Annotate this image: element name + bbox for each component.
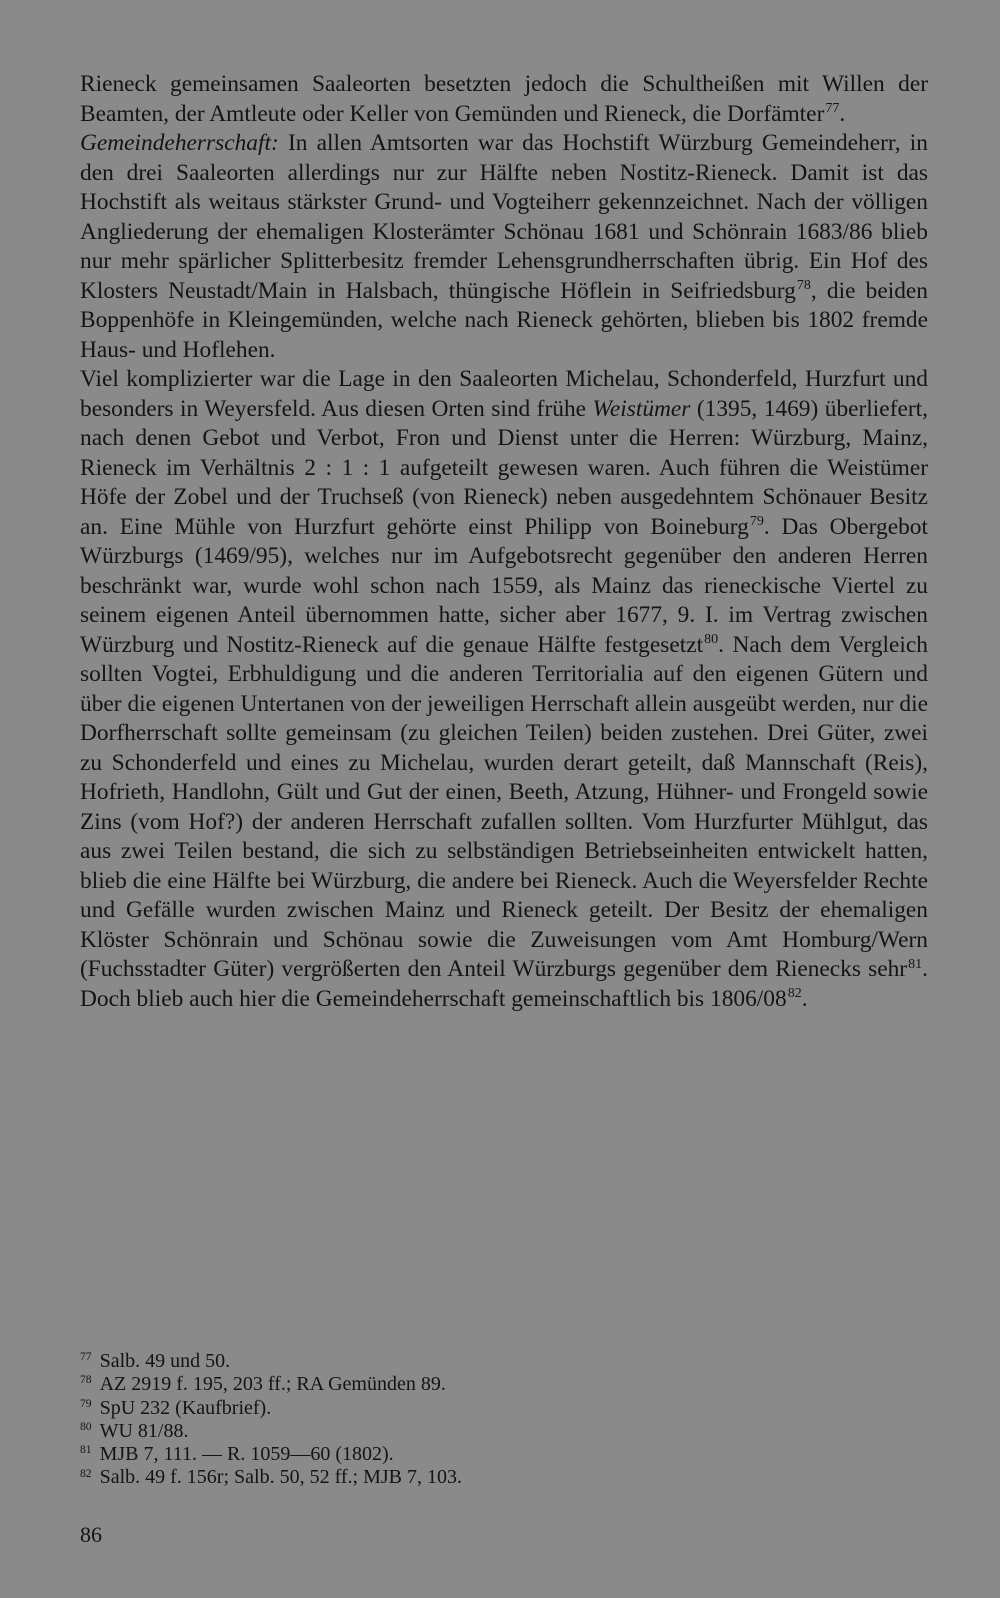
footnote-number: 78	[80, 1373, 92, 1387]
document-page	[80, 70, 928, 1570]
footnote-text: WU 81/88.	[99, 1419, 189, 1442]
text-run: (1395, 1469) überliefert, nach denen Gebot und Verbot, Fron und Dienst unter die Herren: Würzburg, Mainz, Rieneck im Verhältnis 2 : 1 : 1 aufgeteilt gewesen waren. Auch führen die Weistümer Höfe der Zobel und der Truchseß (von Rieneck) neben ausgedehntem Schönauer Besitz an. Eine Mühle von Hurzfurt gehörte einst Philipp von Boineburg	[80, 395, 928, 540]
footnote	[80, 1397, 928, 1420]
text-run: Viel komplizierter war die Lage in den Saaleorten Michelau, Schonderfeld, Hurzfurt und besonders in Weyersfeld. Aus diesen Orten sind frühe	[80, 366, 928, 422]
footnote	[80, 1373, 928, 1396]
text-run: .	[801, 985, 808, 1012]
footnotes	[80, 1350, 928, 1490]
text-run: . Doch blieb auch hier die Gemeindeherrschaft gemeinschaftlich bis 1806/08	[80, 956, 928, 1012]
footnote-reference: 78	[796, 277, 811, 294]
text-run: In allen Amtsorten war das Hochstift Würzburg Gemeindeherr, in den drei Saaleorten allerdings nur zur Hälfte neben Nostitz-Rieneck. Damit ist das Hochstift als weitaus stärkster Grund- und Vogteiherr gekennzeichnet. Nach der völligen Angliederung der ehemaligen Klosterämter Schönau 1681 und Schönrain 1683/86 blieb nur mehr spärlicher Splitterbesitz fremder Lehensgrundherrschaften übrig. Ein Hof des Klosters Neustadt/Main in Halsbach, thüngische Höflein in Seifriedsburg	[80, 130, 928, 304]
footnote-number: 77	[80, 1350, 92, 1364]
footnote	[80, 1350, 928, 1373]
footnote-reference: 80	[704, 631, 719, 648]
text-run: , die beiden Boppenhöfe in Kleingemünden, welche nach Rieneck gehörten, blieben bis 1802 fremde Haus- und Hoflehen.	[80, 277, 928, 363]
emphasized-text: Weistümer	[592, 395, 691, 422]
footnote-text: AZ 2919 f. 195, 203 ff.; RA Gemünden 89.	[99, 1373, 446, 1396]
text-run: .	[839, 100, 846, 127]
footnote-reference: 79	[749, 513, 764, 530]
footnote-number: 79	[80, 1396, 92, 1410]
text-run: . Nach dem Vergleich sollten Vogtei, Erbhuldigung und die anderen Territorialia auf den eigenen Gütern und über die eigenen Untertanen von der jeweiligen Herrschaft allein ausgeübt werden, nur die Dorfherrschaft sollte gemeinsam (zu gleichen Teilen) beiden zustehen. Drei Güter, zwei zu Schonderfeld und eines zu Michelau, wurden derart geteilt, daß Mannschaft (Reis), Hofrieth, Handlohn, Gült und Gut der einen, Beeth, Atzung, Hühner- und Frongeld sowie Zins (vom Hof?) der anderen Herrschaft zufallen sollten. Vom Hurzfurter Mühlgut, das aus zwei Teilen bestand, die sich zu selbständigen Betriebseinheiten entwickelt hatten, blieb die eine Hälfte bei Würzburg, die andere bei Rieneck. Auch die Weyersfelder Rechte und Gefälle wurden zwischen Mainz und Rieneck geteilt. Der Besitz der ehemaligen Klöster Schönrain und Schönau sowie die Zuweisungen vom Amt Homburg/Wern (Fuchsstadter Güter) vergrößerten den Anteil Würzburgs gegenüber dem Rienecks sehr	[80, 631, 928, 982]
body-text	[80, 70, 928, 1014]
footnote-reference: 82	[787, 985, 802, 1002]
page-number: 86	[80, 1522, 102, 1547]
footnote-text: MJB 7, 111. — R. 1059—60 (1802).	[99, 1443, 394, 1466]
footnote-number: 82	[80, 1466, 92, 1480]
paragraph	[80, 70, 928, 129]
footnote	[80, 1466, 928, 1489]
footnote-number: 81	[80, 1443, 92, 1457]
footnote	[80, 1443, 928, 1466]
footnote-reference: 81	[908, 955, 923, 972]
footnote-reference: 77	[825, 100, 840, 117]
footnote-number: 80	[80, 1419, 92, 1433]
footnote-text: Salb. 49 und 50.	[99, 1350, 231, 1372]
paragraph	[80, 365, 928, 1014]
emphasized-text: Gemeindeherrschaft:	[80, 130, 279, 156]
text-run: . Das Obergebot Würzburgs (1469/95), welches nur im Aufgebotsrecht gegenüber den anderen Herren beschränkt war, wurde wohl schon nach 1559, als Mainz das rieneckische Viertel zu seinem eigenen Anteil übernommen hatte, sicher aber 1677, 9. I. im Vertrag zwischen Würzburg und Nostitz-Rieneck auf die genaue Hälfte festgesetzt	[80, 513, 928, 658]
footnote-text: SpU 232 (Kaufbrief).	[99, 1396, 272, 1419]
text-run: Rieneck gemeinsamen Saaleorten besetzten jedoch die Schultheißen mit Willen der Beamten, der Amtleute oder Keller von Gemünden und Rieneck, die Dorfämter	[80, 71, 928, 127]
paragraph	[80, 129, 928, 365]
footnote-text: Salb. 49 f. 156r; Salb. 50, 52 ff.; MJB 7, 103.	[99, 1466, 463, 1489]
footnote	[80, 1420, 928, 1443]
